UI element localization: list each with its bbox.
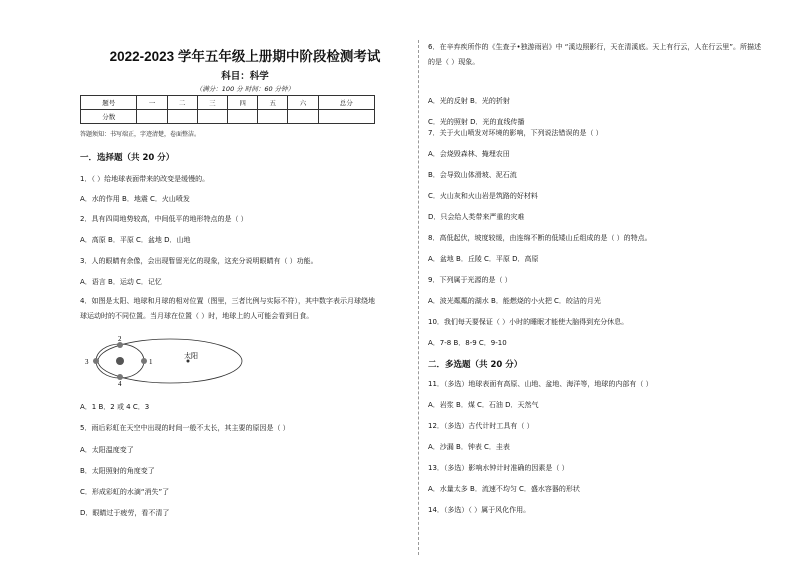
question-options: A．光的反射 B．光的折射 (428, 97, 510, 105)
score-input-cell[interactable] (197, 110, 227, 124)
score-table (80, 95, 375, 124)
score-input-cell[interactable] (318, 110, 374, 124)
exam-title: 2022-2023 学年五年级上册期中阶段检测考试 (109, 49, 381, 64)
moon-position-3 (93, 358, 99, 364)
question-text: 4．如图是太阳、地球和月球的相对位置（图里，三者比例与实际不符），其中数字表示月球绕地球运动时的不同位置。当月球在位置（ ）时，地球上的人可能会看到日食。 (80, 297, 375, 320)
score-cell: 四 (227, 96, 257, 110)
label-4: 4 (118, 380, 122, 386)
score-input-cell[interactable] (258, 110, 288, 124)
score-header-row (81, 96, 375, 110)
exam-note: 答题须知：书写端正，字迹清楚，卷面整洁。 (80, 131, 201, 138)
earth (116, 357, 124, 365)
question-options: A．沙漏 B．钟表 C．圭表 (428, 443, 510, 451)
question-options: A．高原 B．平原 C．盆地 D．山地 (80, 236, 191, 244)
question-options: A．语言 B．运动 C．记忆 (80, 278, 162, 286)
column-divider (418, 40, 419, 555)
question-options: A．盆地 B．丘陵 C．平原 D．高原 (428, 255, 539, 263)
option-d: D．眼睛过于疲劳，看不清了 (80, 509, 170, 517)
question-text: 12．（多选）古代计时工具有（ ） (428, 422, 534, 430)
label-2: 2 (118, 336, 122, 343)
score-value-row (81, 110, 375, 124)
score-cell: 题号 (81, 96, 137, 110)
score-cell: 一 (137, 96, 167, 110)
option-c: C．形成彩虹的水滴“消失”了 (80, 488, 170, 496)
label-3: 3 (85, 358, 89, 366)
exam-subject: 科目：科学 (221, 71, 269, 82)
question-text: 6．在辛弃疾所作的《生查子•独游雨岩》中 “溪边照影行，天在清溪底。天上有行云，人在行云里”。所描述的是（ ）现象。 (428, 43, 762, 66)
question-text: 2．具有四周地势较高，中间低平的地形特点的是（ ） (80, 215, 248, 223)
question-options: A．7-8 B．8-9 C．9-10 (428, 339, 507, 347)
question-options: A．波光粼粼的湖水 B．能燃烧的小火把 C．皎洁的月光 (428, 297, 601, 305)
exam-meta: （满分：100 分 时间：60 分钟） (195, 85, 295, 93)
section-heading: 一．选择题（共 20 分） (80, 153, 175, 163)
question-text: 10．我们每天要保证（ ）小时的睡眠才能使大脑得到充分休息。 (428, 318, 629, 326)
question-options: A．水的作用 B．地震 C．火山喷发 (80, 195, 190, 203)
moon-position-1 (141, 358, 147, 364)
option-b: B．会导致山体滑坡、泥石流 (428, 171, 517, 179)
score-cell: 总分 (318, 96, 374, 110)
score-input-cell[interactable] (227, 110, 257, 124)
question-text: 9．下列属于光源的是（ ） (428, 276, 512, 284)
option-b: B．太阳照射的角度变了 (80, 467, 155, 475)
question-text: 14．（多选）（ ）属于风化作用。 (428, 506, 531, 514)
question-text: 7．关于火山喷发对环境的影响，下列说法错误的是（ ） (428, 129, 603, 137)
question-options: C．光的照射 D．光的直线传播 (428, 118, 525, 126)
score-input-cell[interactable] (288, 110, 318, 124)
score-cell: 三 (197, 96, 227, 110)
sun-label: 太阳 (184, 352, 198, 360)
sun-earth-moon-diagram (80, 336, 280, 386)
section-heading: 二．多选题（共 20 分） (428, 360, 523, 370)
question-options: A．岩浆 B．煤 C．石油 D．天然气 (428, 401, 539, 409)
option-c: C．火山灰和火山岩是筑路的好材料 (428, 192, 538, 200)
option-a: A．太阳温度变了 (80, 446, 134, 454)
question-text: 8．高低起伏，坡度较缓，由连绵不断的低矮山丘组成的是（ ）的特点。 (428, 234, 652, 242)
score-cell: 六 (288, 96, 318, 110)
score-cell: 分数 (81, 110, 137, 124)
option-a: A．会烧毁森林、掩埋农田 (428, 150, 510, 158)
score-input-cell[interactable] (167, 110, 197, 124)
option-d: D．只会给人类带来严重的灾难 (428, 213, 525, 221)
question-options: A．1 B．2 或 4 C．3 (80, 403, 150, 411)
question-text: 1．（ ）给地球表面带来的改变是缓慢的。 (80, 175, 210, 183)
score-cell: 二 (167, 96, 197, 110)
score-input-cell[interactable] (137, 110, 167, 124)
question-text: 3．人的眼睛有余像，会出现暂留光亿的现象，这充分说明眼睛有（ ）功能。 (80, 257, 318, 265)
question-text: 13．（多选）影响水钟计时准确的因素是（ ） (428, 464, 569, 472)
question-text: 11．（多选）地球表面有高原、山地、盆地、海洋等，地球的内部有（ ） (428, 380, 653, 388)
score-cell: 五 (258, 96, 288, 110)
question-text: 5．雨后彩虹在天空中出现的时间一般不太长，其主要的原因是（ ） (80, 424, 290, 432)
question-options: A．水量太多 B．流速不均匀 C．盛水容器的形状 (428, 485, 580, 493)
label-1: 1 (149, 358, 153, 366)
